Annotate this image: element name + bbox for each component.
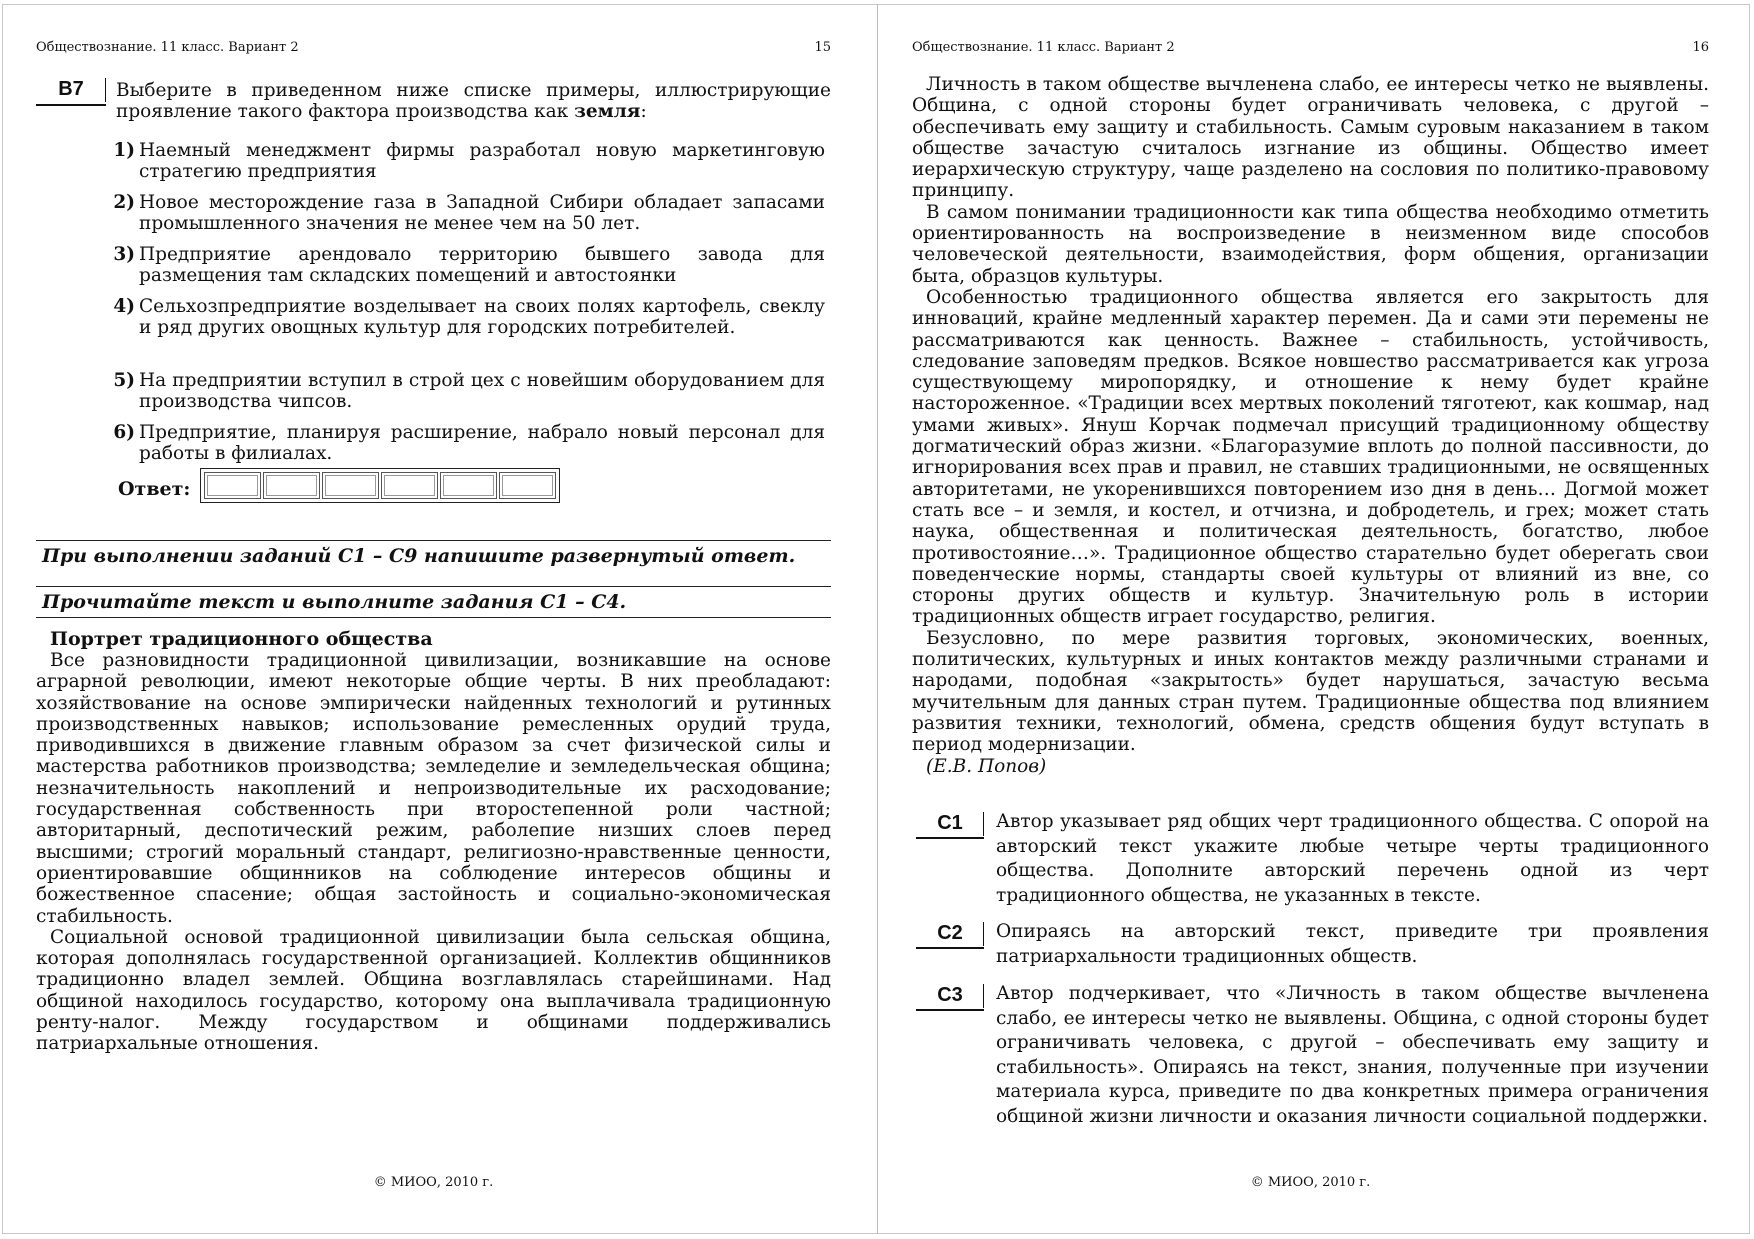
answer-cell[interactable]: [263, 472, 320, 499]
page-footer: © МИОО, 2010 г.: [373, 1175, 494, 1190]
header-title: Обществознание. 11 класс. Вариант 2: [36, 40, 299, 55]
option-number: 4): [113, 296, 135, 317]
passage-paragraph: Безусловно, по мере развития торговых, экономических, военных, политических, культурных и иных контактов между различными странами и народами, подобная «закрытость» будет нарушаться, зачастую весьма мучительным для данных стран путем. Традиционные общества под влиянием развития техники, технологий, обмена, средств общения будут вступать в период модернизации.: [912, 627, 1709, 756]
passage-text: [912, 74, 1709, 777]
task-text: Автор подчеркивает, что «Личность в таком обществе вычленена слабо, ее интересы четко не выявлены. Община, с одной стороны будет ограничивать человека, с другой – обеспечивать ему защиту и стабильность». Опираясь на текст, знания, полученные при изучении материала курса, приведите по два конкретных примера ограничения общиной жизни личности и оказания личности социальной поддержки.: [996, 983, 1709, 1127]
option-text: На предприятии вступил в строй цех с новейшим оборудованием для производства чипсов.: [139, 370, 825, 412]
option-item: [113, 296, 825, 338]
option-number: 5): [113, 370, 135, 391]
task-label: С1: [916, 810, 984, 839]
task-b7-question: Выберите в приведенном ниже списке примеры, иллюстрирующие проявление такого фактора производства как земля:: [116, 80, 831, 122]
option-text: Предприятие, планируя расширение, набрало новый персонал для работы в филиалах.: [139, 422, 825, 464]
page-number: 15: [814, 40, 831, 55]
instruction-extended-answer: При выполнении заданий С1 – С9 напишите развернутый ответ.: [42, 545, 796, 567]
page-number: 16: [1692, 40, 1709, 55]
page-header: [36, 40, 831, 56]
option-text: Наемный менеджмент фирмы разработал новую маркетинговую стратегию предприятия: [139, 140, 825, 182]
option-number: 1): [113, 140, 135, 161]
separator: [36, 617, 831, 618]
option-number: 2): [113, 192, 135, 213]
passage-paragraph: Все разновидности традиционной цивилизации, возникавшие на основе аграрной революции, имеют некоторые общие черты. В них преобладают: хозяйствование на основе эмпирически найденных технологий и рутинных производственных навыков; использование ремесленных орудий труда, приводившихся в движение главным образом за счет физической силы и мастерства работников производства; земледелие и земледельческая община; незначительность накоплений и непроизводительные их расходование; государственная собственность при второстепенной роли частной; авторитарный, деспотический режим, раболепие низших слоев перед высшими; строгий моральный стандарт, религиозно-нравственные ценности, ориентировавшие общинников на соблюдение интересов общины и божественное спасение; общая застойность и социально-экономическая стабильность.: [36, 650, 831, 927]
passage-text: [36, 650, 831, 1055]
task-label: B7: [36, 76, 106, 106]
answer-cell[interactable]: [322, 472, 379, 499]
answer-cell[interactable]: [381, 472, 438, 499]
page-divider: [877, 4, 878, 1234]
left-page: [36, 0, 831, 1239]
option-item: [113, 244, 825, 286]
task-label: С2: [916, 920, 984, 949]
answer-cell[interactable]: [499, 472, 556, 499]
passage-paragraph: В самом понимании традиционности как типа общества необходимо отметить ориентированность на воспроизведение в неизменном виде способов человеческой деятельности, взаимодействия, форм общения, организации быта, образцов культуры.: [912, 201, 1709, 287]
passage-paragraph: Социальной основой традиционной цивилизации была сельская община, которая дополнялась государственной организацией. Коллектив общинников традиционно владел землей. Община возглавлялась старейшинами. Над общиной находилось государство, которому она выплачивала традиционную ренту-налог. Между государством и общинами поддерживались патриархальные отношения.: [36, 926, 831, 1055]
option-number: 3): [113, 244, 135, 265]
option-number: 6): [113, 422, 135, 443]
passage-paragraph: Особенностью традиционного общества является его закрытость для инноваций, крайне медленный характер перемен. Да и сами эти перемены не рассматриваются как ценность. Важнее – стабильность, устойчивость, следование заповедям предков. Всякое новшество рассматривается как угроза существующему миропорядку, и отношение к нему будет крайне настороженное. «Традиции всех мертвых поколений тяготеют, как кошмар, над умами живых». Януш Корчак подмечал присущий традиционному обществу догматический образ жизни. «Благоразумие вплоть до полной пассивности, до игнорирования всех прав и правил, не ставших традиционными, не освященных авторитетами, не укоренившихся повторением изо дня в день… Догмой может стать все – и земля, и костел, и отчизна, и добродетель, и грех; может стать наука, общественная и политическая деятельность, богатство, любое противостояние…». Традиционное общество старательно будет оберегать свои поведенческие нормы, стандарты своей культуры от влияний из вне, со стороны других обществ и культур. Значительную роль в истории традиционных обществ играет государство, религия.: [912, 286, 1709, 628]
answer-label: Ответ:: [118, 478, 191, 500]
header-title: Обществознание. 11 класс. Вариант 2: [912, 40, 1175, 55]
option-item: [113, 422, 825, 464]
option-item: [113, 370, 825, 412]
option-item: [113, 192, 825, 234]
separator: [36, 540, 831, 541]
option-text: Новое месторождение газа в Западной Сибири обладает запасами промышленного значения не менее чем на 50 лет.: [139, 192, 825, 234]
instruction-read-text: Прочитайте текст и выполните задания С1 – С4.: [42, 591, 627, 613]
separator: [36, 586, 831, 587]
answer-cell[interactable]: [204, 472, 261, 499]
passage-title: Портрет традиционного общества: [50, 628, 433, 650]
page-footer: © МИОО, 2010 г.: [1250, 1175, 1371, 1190]
option-text: Предприятие арендовало территорию бывшего завода для размещения там складских помещений и автостоянки: [139, 244, 825, 286]
right-page: [912, 0, 1709, 1239]
answer-box[interactable]: [200, 468, 560, 503]
option-text: Сельхозпредприятие возделывает на своих полях картофель, свеклу и ряд других овощных культур для городских потребителей.: [139, 296, 825, 338]
passage-author: (Е.В. Попов): [926, 755, 1047, 777]
page-header: [912, 40, 1709, 56]
question-keyword: земля: [574, 101, 641, 122]
answer-cell[interactable]: [440, 472, 497, 499]
passage-paragraph: Личность в таком обществе вычленена слабо, ее интересы четко не выявлены. Община, с одной стороны будет ограничивать человека, с другой – обеспечивать ему защиту и стабильность. Самым суровым наказанием в таком обществе зачастую считалось изгнание из общины. Общество имеет иерархическую структуру, чаще разделено на сословия по политико-правовому принципу.: [912, 74, 1709, 202]
task-label: С3: [916, 982, 984, 1011]
task-text: Автор указывает ряд общих черт традиционного общества. С опорой на авторский текст укажите любые четыре черты традиционного общества. Дополните авторский перечень одной из черт традиционного общества, не указанных в тексте.: [996, 811, 1709, 906]
task-text: Опираясь на авторский текст, приведите три проявления патриархальности традиционных обществ.: [996, 921, 1709, 967]
option-item: [113, 140, 825, 182]
